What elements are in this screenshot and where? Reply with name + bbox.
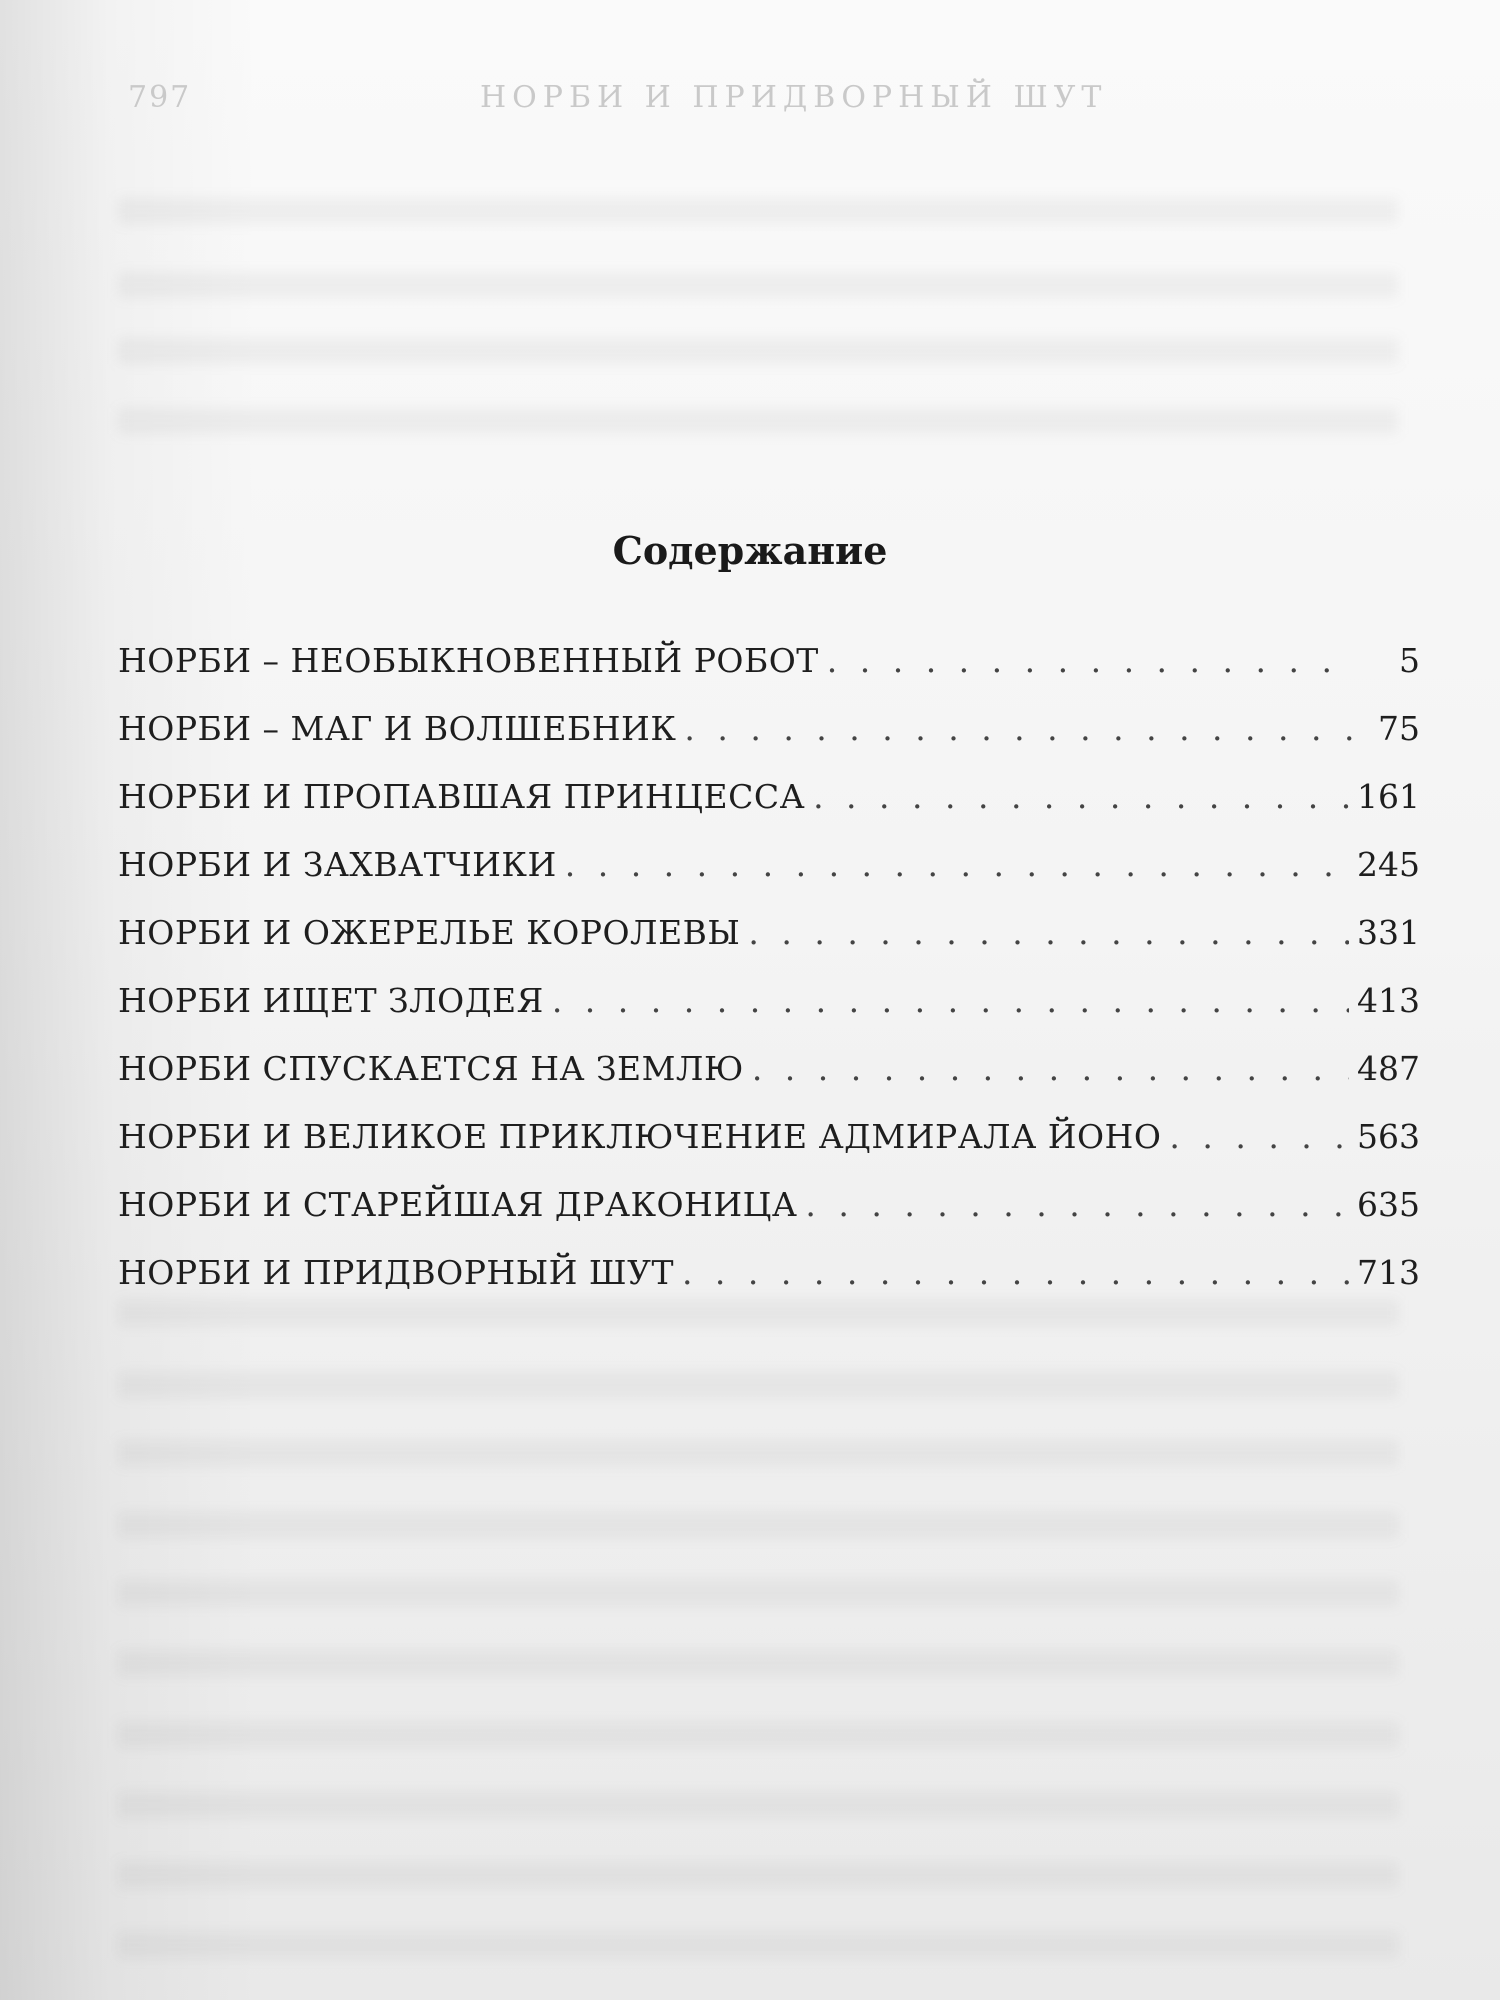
toc-entry-page: 245 xyxy=(1357,845,1420,884)
toc-dot-leader xyxy=(552,981,1349,1020)
toc-entry[interactable] xyxy=(118,1049,1420,1117)
bleed-through xyxy=(118,272,1398,298)
toc-entry[interactable] xyxy=(118,1117,1420,1185)
toc-entry-page: 487 xyxy=(1357,1049,1420,1088)
bleed-through xyxy=(118,1650,1398,1676)
toc-entry-page: 713 xyxy=(1357,1253,1420,1292)
toc-dot-leader xyxy=(565,845,1349,884)
toc-entry-page: 331 xyxy=(1357,913,1420,952)
toc-entry-title: НОРБИ СПУСКАЕТСЯ НА ЗЕМЛЮ xyxy=(118,1049,744,1088)
toc-entry-page: 563 xyxy=(1357,1117,1420,1156)
toc-entry-title: НОРБИ ИЩЕТ ЗЛОДЕЯ xyxy=(118,981,544,1020)
toc-entry[interactable] xyxy=(118,981,1420,1049)
toc-entry[interactable] xyxy=(118,777,1420,845)
toc-entry-page: 161 xyxy=(1357,777,1420,816)
toc-entry-title: НОРБИ И ПРИДВОРНЫЙ ШУТ xyxy=(118,1253,674,1292)
running-head-page-number: 797 xyxy=(128,80,192,115)
toc-entry-page: 5 xyxy=(1399,641,1420,680)
bleed-through xyxy=(118,1372,1398,1398)
bleed-through xyxy=(118,1722,1398,1748)
toc-entry-title: НОРБИ И СТАРЕЙШАЯ ДРАКОНИЦА xyxy=(118,1185,798,1224)
toc-dot-leader xyxy=(748,913,1349,952)
toc-dot-leader xyxy=(805,1185,1349,1224)
toc-dot-leader xyxy=(1169,1117,1349,1156)
toc-entry-title: НОРБИ И ОЖЕРЕЛЬЕ КОРОЛЕВЫ xyxy=(118,913,741,952)
toc-dot-leader xyxy=(684,709,1352,748)
toc-entry[interactable] xyxy=(118,913,1420,981)
toc-entry-page: 75 xyxy=(1378,709,1420,748)
toc-title: Содержание xyxy=(612,528,888,573)
toc-list xyxy=(118,641,1420,1321)
toc-dot-leader xyxy=(752,1049,1349,1088)
bleed-through xyxy=(118,1440,1398,1466)
bleed-through xyxy=(118,338,1398,364)
toc-entry-title: НОРБИ И ЗАХВАТЧИКИ xyxy=(118,845,557,884)
toc-entry[interactable] xyxy=(118,709,1420,777)
bleed-through xyxy=(118,198,1398,224)
bleed-through xyxy=(118,408,1398,434)
bleed-through xyxy=(118,1792,1398,1818)
toc-dot-leader xyxy=(682,1253,1349,1292)
toc-dot-leader xyxy=(813,777,1349,816)
toc-entry-title: НОРБИ И ВЕЛИКОЕ ПРИКЛЮЧЕНИЕ АДМИРАЛА ЙОНО xyxy=(118,1117,1162,1156)
toc-dot-leader xyxy=(827,641,1352,680)
toc-entry[interactable] xyxy=(118,641,1420,709)
bleed-through xyxy=(118,1932,1398,1958)
toc-entry-page: 635 xyxy=(1357,1185,1420,1224)
running-head xyxy=(0,70,1500,130)
toc-entry[interactable] xyxy=(118,1253,1420,1321)
bleed-through xyxy=(118,1580,1398,1606)
toc-entry-title: НОРБИ – НЕОБЫКНОВЕННЫЙ РОБОТ xyxy=(118,641,819,680)
toc-entry-page: 413 xyxy=(1357,981,1420,1020)
bleed-through xyxy=(118,1862,1398,1888)
toc-entry-title: НОРБИ – МАГ И ВОЛШЕБНИК xyxy=(118,709,677,748)
toc-entry[interactable] xyxy=(118,1185,1420,1253)
toc-entry[interactable] xyxy=(118,845,1420,913)
toc-entry-title: НОРБИ И ПРОПАВШАЯ ПРИНЦЕССА xyxy=(118,777,806,816)
bleed-through xyxy=(118,1512,1398,1538)
running-head-title: НОРБИ И ПРИДВОРНЫЙ ШУТ xyxy=(480,80,1108,115)
